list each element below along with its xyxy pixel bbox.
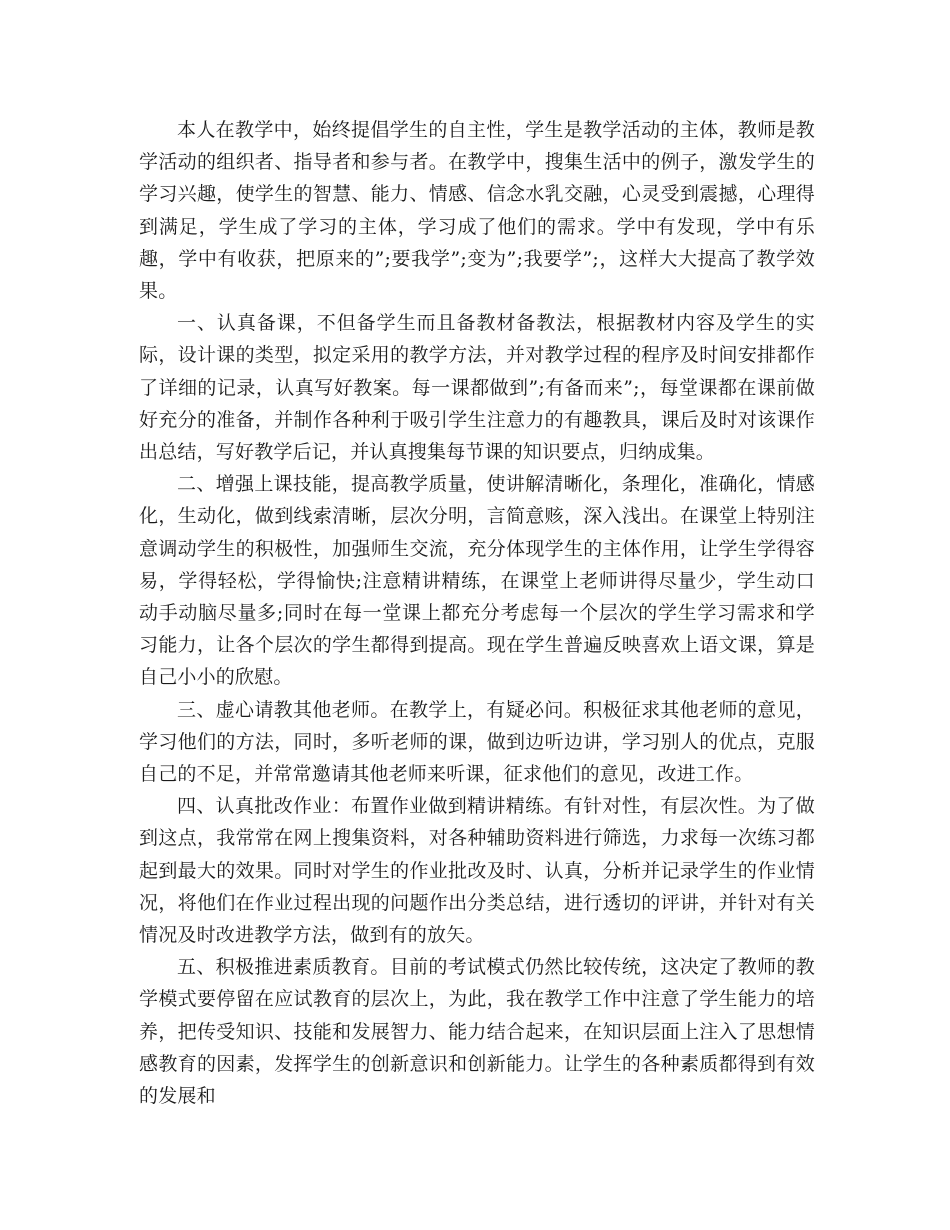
paragraph-consult-teachers: 三、虚心请教其他老师。在教学上，有疑必问。积极征求其他老师的意见，学习他们的方法，同时，多听老师的课，做到边听边讲，学习别人的优点，克服自己的不足，并常常邀请其他老师来听课，征求他们的意见，改进工作。 [139, 698, 815, 786]
paragraph-lesson-prep: 一、认真备课，不但备学生而且备教材备教法，根据教材内容及学生的实际，设计课的类型，拟定采用的教学方法，并对教学过程的程序及时间安排都作了详细的记录，认真写好教案。每一课都做到”;有备而来”;，每堂课都在课前做好充分的准备，并制作各种利于吸引学生注意力的有趣教具，课后及时对该课作出总结，写好教学后记，并认真搜集每节课的知识要点，归纳成集。 [139, 312, 815, 464]
document-page [139, 114, 815, 1112]
paragraph-teaching-skills: 二、增强上课技能，提高教学质量，使讲解清晰化，条理化，准确化，情感化，生动化，做到线索清晰，层次分明，言简意赅，深入浅出。在课堂上特别注意调动学生的积极性，加强师生交流，充分体现学生的主体作用，让学生学得容易，学得轻松，学得愉快;注意精讲精练，在课堂上老师讲得尽量少，学生动口动手动脑尽量多;同时在每一堂课上都充分考虑每一个层次的学生学习需求和学习能力，让各个层次的学生都得到提高。现在学生普遍反映喜欢上语文课，算是自己小小的欣慰。 [139, 473, 815, 689]
paragraph-quality-education: 五、积极推进素质教育。目前的考试模式仍然比较传统，这决定了教师的教学模式要停留在应试教育的层次上，为此，我在教学工作中注意了学生能力的培养，把传受知识、技能和发展智力、能力结合起来，在知识层面上注入了思想情感教育的因素，发挥学生的创新意识和创新能力。让学生的各种素质都得到有效的发展和 [139, 956, 815, 1108]
paragraph-homework: 四、认真批改作业：布置作业做到精讲精练。有针对性，有层次性。为了做到这点，我常常在网上搜集资料，对各种辅助资料进行筛选，力求每一次练习都起到最大的效果。同时对学生的作业批改及时、认真，分析并记录学生的作业情况，将他们在作业过程出现的问题作出分类总结，进行透切的评讲，并针对有关情况及时改进教学方法，做到有的放矢。 [139, 795, 815, 947]
paragraph-intro: 本人在教学中，始终提倡学生的自主性，学生是教学活动的主体，教师是教学活动的组织者、指导者和参与者。在教学中，搜集生活中的例子，激发学生的学习兴趣，使学生的智慧、能力、情感、信念水乳交融，心灵受到震撼，心理得到满足，学生成了学习的主体，学习成了他们的需求。学中有发现，学中有乐趣，学中有收获，把原来的”;要我学”;变为”;我要学”;，这样大大提高了教学效果。 [139, 119, 815, 303]
